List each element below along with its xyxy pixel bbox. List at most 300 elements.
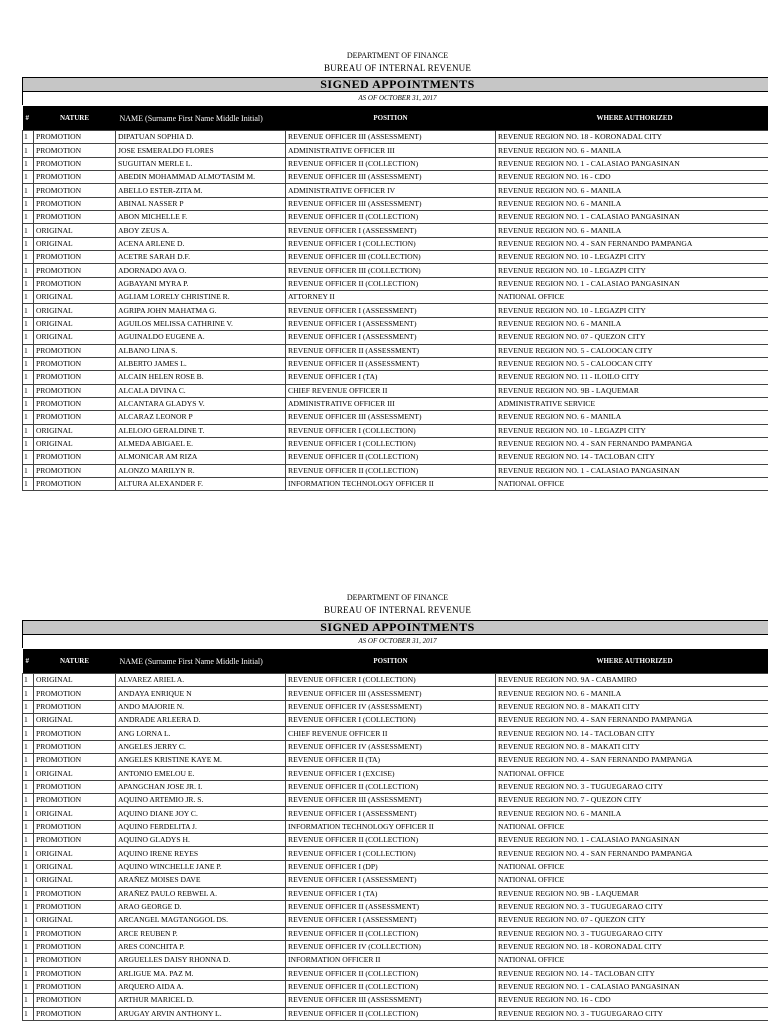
where-authorized-cell: REVENUE REGION NO. 9A - CABAMIRO	[496, 674, 768, 687]
where-authorized-cell: REVENUE REGION NO. 9B - LAQUEMAR	[496, 887, 768, 900]
name-cell: ARES CONCHITA P.	[116, 940, 286, 953]
name-cell: DIPATUAN SOPHIA D.	[116, 131, 286, 144]
position-cell: REVENUE OFFICER III (ASSESSMENT)	[286, 687, 496, 700]
where-authorized-cell: REVENUE REGION NO. 1 - CALASIAO PANGASINAN	[496, 834, 768, 847]
name-cell: ALMONICAR AM RIZA	[116, 451, 286, 464]
row-number: 1	[23, 687, 34, 700]
where-authorized-cell: REVENUE REGION NO. 8 - MAKATI CITY	[496, 700, 768, 713]
position-cell: INFORMATION OFFICER II	[286, 954, 496, 967]
where-authorized-cell: REVENUE REGION NO. 07 - QUEZON CITY	[496, 331, 768, 344]
table-row	[23, 157, 768, 170]
row-number: 1	[23, 237, 34, 250]
table-row	[23, 224, 768, 237]
nature-cell: PROMOTION	[34, 980, 116, 993]
position-cell: REVENUE OFFICER III (ASSESSMENT)	[286, 994, 496, 1007]
name-cell: ARAO GEORGE D.	[116, 900, 286, 913]
position-cell: ADMINISTRATIVE OFFICER III	[286, 144, 496, 157]
name-cell: ANTONIO EMELOU E.	[116, 767, 286, 780]
name-cell: AGRIPA JOHN MAHATMA G.	[116, 304, 286, 317]
nature-cell: ORIGINAL	[34, 674, 116, 687]
name-cell: ALMEDA ABIGAEL E.	[116, 437, 286, 450]
row-number: 1	[23, 780, 34, 793]
table-row	[23, 331, 768, 344]
position-cell: REVENUE OFFICER I (ASSESSMENT)	[286, 914, 496, 927]
name-cell: ADORNADO AVA O.	[116, 264, 286, 277]
nature-cell: PROMOTION	[34, 371, 116, 384]
where-authorized-cell: REVENUE REGION NO. 10 - LEGAZPI CITY	[496, 424, 768, 437]
table-row	[23, 371, 768, 384]
where-authorized-cell: REVENUE REGION NO. 3 - TUGUEGARAO CITY	[496, 900, 768, 913]
nature-cell: PROMOTION	[34, 211, 116, 224]
name-cell: ARLIGUE MA. PAZ M.	[116, 967, 286, 980]
position-cell: REVENUE OFFICER I (COLLECTION)	[286, 237, 496, 250]
row-number: 1	[23, 157, 34, 170]
table-row	[23, 477, 768, 490]
name-cell: ABOY ZEUS A.	[116, 224, 286, 237]
table-row	[23, 914, 768, 927]
where-authorized-cell: REVENUE REGION NO. 6 - MANILA	[496, 197, 768, 210]
as-of-date: AS OF OCTOBER 31, 2017	[22, 92, 768, 105]
col-header-nature: NATURE	[34, 649, 116, 674]
where-authorized-cell: REVENUE REGION NO. 8 - MAKATI CITY	[496, 740, 768, 753]
nature-cell: PROMOTION	[34, 994, 116, 1007]
position-cell: REVENUE OFFICER II (COLLECTION)	[286, 834, 496, 847]
table-row	[23, 357, 768, 370]
position-cell: REVENUE OFFICER I (ASSESSMENT)	[286, 807, 496, 820]
nature-cell: PROMOTION	[34, 740, 116, 753]
table-row	[23, 820, 768, 833]
where-authorized-cell: REVENUE REGION NO. 5 - CALOOCAN CITY	[496, 344, 768, 357]
name-cell: ALTURA ALEXANDER F.	[116, 477, 286, 490]
position-cell: REVENUE OFFICER I (ASSESSMENT)	[286, 874, 496, 887]
row-number: 1	[23, 424, 34, 437]
where-authorized-cell: REVENUE REGION NO. 1 - CALASIAO PANGASINAN	[496, 157, 768, 170]
nature-cell: PROMOTION	[34, 411, 116, 424]
nature-cell: PROMOTION	[34, 397, 116, 410]
row-number: 1	[23, 767, 34, 780]
position-cell: INFORMATION TECHNOLOGY OFFICER II	[286, 477, 496, 490]
where-authorized-cell: REVENUE REGION NO. 1 - CALASIAO PANGASINAN	[496, 464, 768, 477]
nature-cell: PROMOTION	[34, 780, 116, 793]
row-number: 1	[23, 291, 34, 304]
col-header-position: POSITION	[286, 649, 496, 674]
where-authorized-cell: REVENUE REGION NO. 6 - MANILA	[496, 224, 768, 237]
position-cell: REVENUE OFFICER III (ASSESSMENT)	[286, 411, 496, 424]
where-authorized-cell: REVENUE REGION NO. 6 - MANILA	[496, 317, 768, 330]
where-authorized-cell: REVENUE REGION NO. 14 - TACLOBAN CITY	[496, 967, 768, 980]
where-authorized-cell: REVENUE REGION NO. 3 - TUGUEGARAO CITY	[496, 780, 768, 793]
row-number: 1	[23, 940, 34, 953]
nature-cell: PROMOTION	[34, 157, 116, 170]
name-cell: AQUINO GLADYS H.	[116, 834, 286, 847]
table-row	[23, 291, 768, 304]
row-number: 1	[23, 397, 34, 410]
name-cell: ARAÑEZ MOISES DAVE	[116, 874, 286, 887]
table-row	[23, 900, 768, 913]
table-header-row	[23, 649, 768, 674]
appointments-table	[22, 106, 768, 491]
position-cell: REVENUE OFFICER I (COLLECTION)	[286, 437, 496, 450]
row-number: 1	[23, 820, 34, 833]
row-number: 1	[23, 277, 34, 290]
row-number: 1	[23, 674, 34, 687]
row-number: 1	[23, 740, 34, 753]
where-authorized-cell: REVENUE REGION NO. 10 - LEGAZPI CITY	[496, 264, 768, 277]
where-authorized-cell: REVENUE REGION NO. 10 - LEGAZPI CITY	[496, 251, 768, 264]
position-cell: REVENUE OFFICER II (ASSESSMENT)	[286, 344, 496, 357]
name-cell: ARGUELLES DAISY RHONNA D.	[116, 954, 286, 967]
name-cell: ALBANO LINA S.	[116, 344, 286, 357]
nature-cell: ORIGINAL	[34, 304, 116, 317]
table-row	[23, 264, 768, 277]
row-number: 1	[23, 357, 34, 370]
name-cell: ALCARAZ LEONOR P	[116, 411, 286, 424]
nature-cell: PROMOTION	[34, 1007, 116, 1020]
nature-cell: PROMOTION	[34, 927, 116, 940]
name-cell: ARUGAY ARVIN ANTHONY L.	[116, 1007, 286, 1020]
where-authorized-cell: REVENUE REGION NO. 07 - QUEZON CITY	[496, 914, 768, 927]
table-row	[23, 794, 768, 807]
table-row	[23, 767, 768, 780]
position-cell: REVENUE OFFICER I (TA)	[286, 887, 496, 900]
department-heading: DEPARTMENT OF FINANCE	[346, 51, 449, 60]
nature-cell: PROMOTION	[34, 451, 116, 464]
row-number: 1	[23, 834, 34, 847]
position-cell: ADMINISTRATIVE OFFICER IV	[286, 184, 496, 197]
position-cell: REVENUE OFFICER III (COLLECTION)	[286, 264, 496, 277]
row-number: 1	[23, 437, 34, 450]
position-cell: REVENUE OFFICER IV (ASSESSMENT)	[286, 700, 496, 713]
where-authorized-cell: REVENUE REGION NO. 7 - QUEZON CITY	[496, 794, 768, 807]
name-cell: ACETRE SARAH D.F.	[116, 251, 286, 264]
nature-cell: ORIGINAL	[34, 807, 116, 820]
nature-cell: PROMOTION	[34, 794, 116, 807]
table-row	[23, 954, 768, 967]
where-authorized-cell: REVENUE REGION NO. 10 - LEGAZPI CITY	[496, 304, 768, 317]
position-cell: REVENUE OFFICER I (ASSESSMENT)	[286, 304, 496, 317]
row-number: 1	[23, 477, 34, 490]
bureau-heading: BUREAU OF INTERNAL REVENUE	[323, 63, 472, 73]
position-cell: REVENUE OFFICER II (COLLECTION)	[286, 967, 496, 980]
nature-cell: PROMOTION	[34, 700, 116, 713]
position-cell: REVENUE OFFICER II (TA)	[286, 754, 496, 767]
where-authorized-cell: REVENUE REGION NO. 18 - KORONADAL CITY	[496, 940, 768, 953]
name-cell: ARQUERO AIDA A.	[116, 980, 286, 993]
table-row	[23, 834, 768, 847]
row-number: 1	[23, 131, 34, 144]
row-number: 1	[23, 317, 34, 330]
row-number: 1	[23, 384, 34, 397]
name-cell: ALONZO MARILYN R.	[116, 464, 286, 477]
name-cell: AQUINO WINCHELLE JANE P.	[116, 860, 286, 873]
name-cell: AGUINALDO EUGENE A.	[116, 331, 286, 344]
nature-cell: PROMOTION	[34, 834, 116, 847]
table-row	[23, 411, 768, 424]
where-authorized-cell: REVENUE REGION NO. 4 - SAN FERNANDO PAMPANGA	[496, 237, 768, 250]
table-row	[23, 211, 768, 224]
table-row	[23, 714, 768, 727]
where-authorized-cell: REVENUE REGION NO. 6 - MANILA	[496, 687, 768, 700]
row-number: 1	[23, 211, 34, 224]
col-header-num: #	[23, 106, 34, 131]
col-header-where: WHERE AUTHORIZED	[496, 649, 768, 674]
nature-cell: ORIGINAL	[34, 424, 116, 437]
where-authorized-cell: REVENUE REGION NO. 1 - CALASIAO PANGASINAN	[496, 211, 768, 224]
table-row	[23, 304, 768, 317]
nature-cell: ORIGINAL	[34, 437, 116, 450]
name-cell: AQUINO FERDELITA J.	[116, 820, 286, 833]
where-authorized-cell: NATIONAL OFFICE	[496, 291, 768, 304]
where-authorized-cell: ADMINISTRATIVE SERVICE	[496, 397, 768, 410]
name-cell: ALCANTARA GLADYS V.	[116, 397, 286, 410]
position-cell: REVENUE OFFICER III (ASSESSMENT)	[286, 794, 496, 807]
nature-cell: PROMOTION	[34, 477, 116, 490]
nature-cell: PROMOTION	[34, 967, 116, 980]
position-cell: REVENUE OFFICER III (ASSESSMENT)	[286, 197, 496, 210]
nature-cell: PROMOTION	[34, 464, 116, 477]
position-cell: REVENUE OFFICER II (COLLECTION)	[286, 927, 496, 940]
position-cell: REVENUE OFFICER I (COLLECTION)	[286, 847, 496, 860]
name-cell: ARAÑEZ PAULO REBWEL A.	[116, 887, 286, 900]
where-authorized-cell: REVENUE REGION NO. 1 - CALASIAO PANGASINAN	[496, 277, 768, 290]
table-row	[23, 860, 768, 873]
where-authorized-cell: REVENUE REGION NO. 4 - SAN FERNANDO PAMPANGA	[496, 437, 768, 450]
name-cell: ANDRADE ARLEERA D.	[116, 714, 286, 727]
col-header-nature: NATURE	[34, 106, 116, 131]
position-cell: REVENUE OFFICER II (COLLECTION)	[286, 277, 496, 290]
position-cell: REVENUE OFFICER I (COLLECTION)	[286, 674, 496, 687]
nature-cell: PROMOTION	[34, 171, 116, 184]
table-row	[23, 847, 768, 860]
row-number: 1	[23, 860, 34, 873]
nature-cell: PROMOTION	[34, 384, 116, 397]
table-row	[23, 807, 768, 820]
table-row	[23, 1007, 768, 1020]
where-authorized-cell: REVENUE REGION NO. 3 - TUGUEGARAO CITY	[496, 927, 768, 940]
nature-cell: PROMOTION	[34, 900, 116, 913]
position-cell: CHIEF REVENUE OFFICER II	[286, 727, 496, 740]
nature-cell: PROMOTION	[34, 820, 116, 833]
table-row	[23, 980, 768, 993]
table-row	[23, 464, 768, 477]
report-title: SIGNED APPOINTMENTS	[22, 77, 768, 92]
where-authorized-cell: REVENUE REGION NO. 6 - MANILA	[496, 411, 768, 424]
name-cell: ANGELES JERRY C.	[116, 740, 286, 753]
table-row	[23, 754, 768, 767]
table-row	[23, 437, 768, 450]
table-row	[23, 674, 768, 687]
row-number: 1	[23, 900, 34, 913]
name-cell: ARCE REUBEN P.	[116, 927, 286, 940]
table-row	[23, 874, 768, 887]
row-number: 1	[23, 807, 34, 820]
name-cell: ALBERTO JAMES L.	[116, 357, 286, 370]
nature-cell: ORIGINAL	[34, 914, 116, 927]
row-number: 1	[23, 224, 34, 237]
table-row	[23, 184, 768, 197]
nature-cell: PROMOTION	[34, 184, 116, 197]
row-number: 1	[23, 700, 34, 713]
table-row	[23, 740, 768, 753]
table-row	[23, 780, 768, 793]
nature-cell: ORIGINAL	[34, 714, 116, 727]
row-number: 1	[23, 464, 34, 477]
table-row	[23, 451, 768, 464]
row-number: 1	[23, 887, 34, 900]
row-number: 1	[23, 197, 34, 210]
table-row	[23, 131, 768, 144]
appointments-table	[22, 649, 768, 1021]
where-authorized-cell: NATIONAL OFFICE	[496, 860, 768, 873]
table-row	[23, 727, 768, 740]
name-cell: ABINAL NASSER P	[116, 197, 286, 210]
row-number: 1	[23, 794, 34, 807]
nature-cell: PROMOTION	[34, 277, 116, 290]
position-cell: REVENUE OFFICER II (COLLECTION)	[286, 451, 496, 464]
position-cell: REVENUE OFFICER III (ASSESSMENT)	[286, 131, 496, 144]
nature-cell: ORIGINAL	[34, 847, 116, 860]
position-cell: ADMINISTRATIVE OFFICER III	[286, 397, 496, 410]
table-row	[23, 700, 768, 713]
col-header-num: #	[23, 649, 34, 674]
position-cell: REVENUE OFFICER IV (COLLECTION)	[286, 940, 496, 953]
name-cell: ARCANGEL MAGTANGGOL DS.	[116, 914, 286, 927]
row-number: 1	[23, 264, 34, 277]
row-number: 1	[23, 954, 34, 967]
name-cell: ABEDIN MOHAMMAD ALMO'TASIM M.	[116, 171, 286, 184]
name-cell: APANGCHAN JOSE JR. I.	[116, 780, 286, 793]
nature-cell: PROMOTION	[34, 940, 116, 953]
row-number: 1	[23, 344, 34, 357]
position-cell: REVENUE OFFICER II (ASSESSMENT)	[286, 357, 496, 370]
row-number: 1	[23, 847, 34, 860]
row-number: 1	[23, 251, 34, 264]
table-row	[23, 940, 768, 953]
table-row	[23, 171, 768, 184]
row-number: 1	[23, 304, 34, 317]
name-cell: ANGELES KRISTINE KAYE M.	[116, 754, 286, 767]
where-authorized-cell: REVENUE REGION NO. 3 - TUGUEGARAO CITY	[496, 1007, 768, 1020]
position-cell: REVENUE OFFICER II (COLLECTION)	[286, 157, 496, 170]
position-cell: REVENUE OFFICER I (TA)	[286, 371, 496, 384]
bureau-heading: BUREAU OF INTERNAL REVENUE	[323, 605, 472, 615]
table-row	[23, 887, 768, 900]
position-cell: REVENUE OFFICER II (COLLECTION)	[286, 1007, 496, 1020]
row-number: 1	[23, 874, 34, 887]
table-row	[23, 967, 768, 980]
row-number: 1	[23, 754, 34, 767]
table-row	[23, 687, 768, 700]
position-cell: REVENUE OFFICER II (COLLECTION)	[286, 780, 496, 793]
col-header-name: NAME (Surname First Name Middle Initial)	[116, 106, 286, 131]
name-cell: ANDO MAJORIE N.	[116, 700, 286, 713]
name-cell: ACENA ARLENE D.	[116, 237, 286, 250]
where-authorized-cell: REVENUE REGION NO. 18 - KORONADAL CITY	[496, 131, 768, 144]
name-cell: ALCALA DIVINA C.	[116, 384, 286, 397]
report-title: SIGNED APPOINTMENTS	[22, 620, 768, 635]
name-cell: AQUINO IRENE REYES	[116, 847, 286, 860]
row-number: 1	[23, 914, 34, 927]
row-number: 1	[23, 714, 34, 727]
nature-cell: PROMOTION	[34, 251, 116, 264]
where-authorized-cell: REVENUE REGION NO. 4 - SAN FERNANDO PAMPANGA	[496, 847, 768, 860]
nature-cell: PROMOTION	[34, 727, 116, 740]
nature-cell: PROMOTION	[34, 687, 116, 700]
col-header-name: NAME (Surname First Name Middle Initial)	[116, 649, 286, 674]
nature-cell: PROMOTION	[34, 754, 116, 767]
name-cell: AGLIAM LORELY CHRISTINE R.	[116, 291, 286, 304]
table-row	[23, 144, 768, 157]
where-authorized-cell: NATIONAL OFFICE	[496, 767, 768, 780]
name-cell: ARTHUR MARICEL D.	[116, 994, 286, 1007]
nature-cell: ORIGINAL	[34, 874, 116, 887]
where-authorized-cell: NATIONAL OFFICE	[496, 820, 768, 833]
nature-cell: ORIGINAL	[34, 237, 116, 250]
position-cell: REVENUE OFFICER III (ASSESSMENT)	[286, 171, 496, 184]
nature-cell: ORIGINAL	[34, 291, 116, 304]
position-cell: REVENUE OFFICER I (COLLECTION)	[286, 424, 496, 437]
table-row	[23, 424, 768, 437]
name-cell: AGUILOS MELISSA CATHRINE V.	[116, 317, 286, 330]
nature-cell: ORIGINAL	[34, 860, 116, 873]
where-authorized-cell: REVENUE REGION NO. 14 - TACLOBAN CITY	[496, 727, 768, 740]
where-authorized-cell: REVENUE REGION NO. 6 - MANILA	[496, 807, 768, 820]
as-of-date: AS OF OCTOBER 31, 2017	[22, 635, 768, 648]
table-row	[23, 277, 768, 290]
where-authorized-cell: REVENUE REGION NO. 6 - MANILA	[496, 184, 768, 197]
position-cell: REVENUE OFFICER II (COLLECTION)	[286, 464, 496, 477]
nature-cell: ORIGINAL	[34, 767, 116, 780]
position-cell: REVENUE OFFICER I (ASSESSMENT)	[286, 317, 496, 330]
nature-cell: PROMOTION	[34, 344, 116, 357]
where-authorized-cell: NATIONAL OFFICE	[496, 954, 768, 967]
nature-cell: PROMOTION	[34, 144, 116, 157]
where-authorized-cell: REVENUE REGION NO. 16 - CDO	[496, 171, 768, 184]
position-cell: CHIEF REVENUE OFFICER II	[286, 384, 496, 397]
nature-cell: PROMOTION	[34, 264, 116, 277]
table-row	[23, 384, 768, 397]
name-cell: ABON MICHELLE F.	[116, 211, 286, 224]
name-cell: JOSE ESMERALDO FLORES	[116, 144, 286, 157]
nature-cell: ORIGINAL	[34, 317, 116, 330]
name-cell: SUGUITAN MERLE L.	[116, 157, 286, 170]
where-authorized-cell: REVENUE REGION NO. 9B - LAQUEMAR	[496, 384, 768, 397]
row-number: 1	[23, 727, 34, 740]
nature-cell: PROMOTION	[34, 887, 116, 900]
nature-cell: ORIGINAL	[34, 224, 116, 237]
where-authorized-cell: REVENUE REGION NO. 11 - ILOILO CITY	[496, 371, 768, 384]
name-cell: ALCAIN HELEN ROSE B.	[116, 371, 286, 384]
where-authorized-cell: REVENUE REGION NO. 5 - CALOOCAN CITY	[496, 357, 768, 370]
row-number: 1	[23, 171, 34, 184]
where-authorized-cell: REVENUE REGION NO. 6 - MANILA	[496, 144, 768, 157]
row-number: 1	[23, 980, 34, 993]
row-number: 1	[23, 411, 34, 424]
table-row	[23, 927, 768, 940]
table-header-row	[23, 106, 768, 131]
where-authorized-cell: NATIONAL OFFICE	[496, 477, 768, 490]
position-cell: REVENUE OFFICER II (COLLECTION)	[286, 211, 496, 224]
table-body	[23, 674, 768, 1021]
row-number: 1	[23, 331, 34, 344]
row-number: 1	[23, 184, 34, 197]
name-cell: ABELLO ESTER-ZITA M.	[116, 184, 286, 197]
nature-cell: PROMOTION	[34, 131, 116, 144]
position-cell: REVENUE OFFICER III (COLLECTION)	[286, 251, 496, 264]
col-header-position: POSITION	[286, 106, 496, 131]
table-row	[23, 237, 768, 250]
row-number: 1	[23, 994, 34, 1007]
